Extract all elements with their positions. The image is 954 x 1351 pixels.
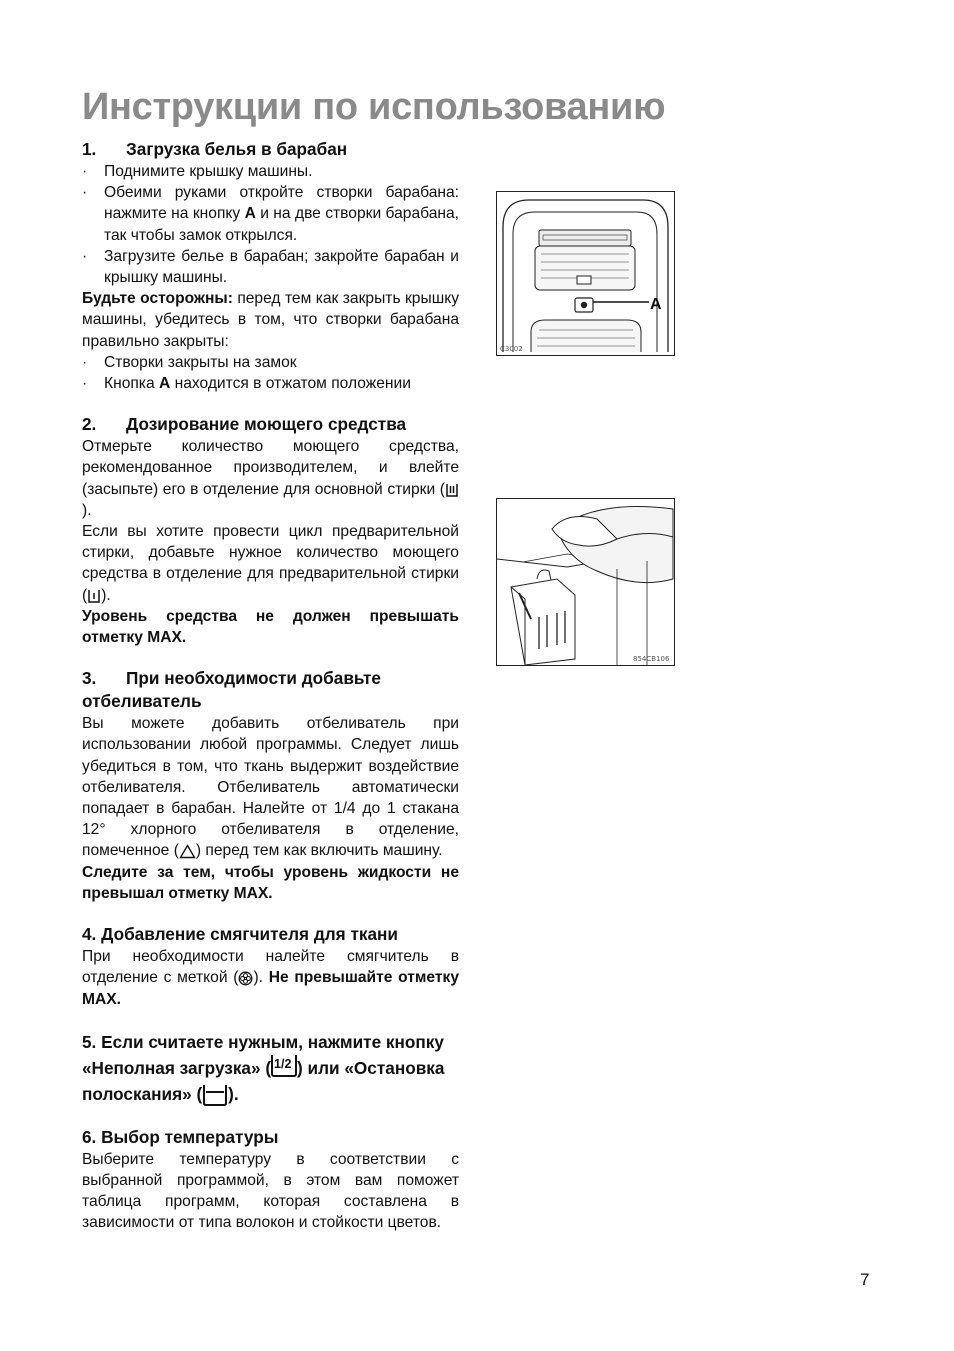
section-4-heading: 4. Добавление смягчителя для ткани <box>82 924 398 945</box>
figure-code: C3002 <box>500 345 523 353</box>
paragraph: Отмерьте количество моющего средства, рекомендованное производителем, и влейте (засыпьте) его в отделение для основной стирки (). <box>82 438 459 519</box>
paragraph: Если вы хотите провести цикл предварительной стирки, добавьте нужное количество моющего средства в отделение для предварительной стирки ( ). <box>82 523 459 604</box>
list-item: · Обеими руками откройте створки барабана: нажмите на кнопку A и на две створки барабана, так чтобы замок открылся. <box>82 182 459 246</box>
list-item: · Створки закрыты на замок <box>82 352 459 373</box>
section-6-heading: 6. Выбор температуры <box>82 1126 279 1147</box>
list-item: · Загрузите белье в барабан; закройте барабан и крышку машины. <box>82 246 459 288</box>
paragraph: Вы можете добавить отбеливатель при использовании любой программы. Следует лишь убедиться в том, что ткань выдержит воздействие отбеливателя. Отбеливатель автоматически попадает в барабан. Налейте от 1/4 до 1 стакана 12° хлорного отбеливателя в отделение, помеченное ( ) перед тем как включить машину. <box>82 715 459 860</box>
section-3-heading: 3. При необходимости добавьте отбеливатель <box>82 668 381 712</box>
prewash-icon <box>87 588 101 604</box>
button-a-label: A <box>650 296 662 313</box>
list-item: · Поднимите крышку машины. <box>82 161 459 182</box>
drum-illustration <box>496 191 675 356</box>
paragraph: При необходимости налейте смягчитель в отделение с меткой ( ). Не превышайте отметку MAX. <box>82 948 460 1008</box>
page-title: Инструкции по использованию <box>82 86 666 128</box>
section-5-heading: 5. Если считаете нужным, нажмите кнопку «Неполная загрузка» ( 1/2 ) или «Остановка полоскания» ( ). <box>82 1029 459 1107</box>
instructions-column <box>82 138 459 1234</box>
main-wash-icon <box>445 482 459 498</box>
paragraph: Выберите температуру в соответствии с выбранной программой, в этом вам поможет таблица программ, которая составлена в зависимости от типа волокон и стойкости цветов. <box>82 1150 459 1232</box>
section-2-heading: 2. Дозирование моющего средства <box>82 414 407 435</box>
page-number: 7 <box>860 1270 870 1289</box>
dispenser-illustration <box>496 498 675 666</box>
figure-code: 854CB106 <box>633 655 670 663</box>
half-load-icon: 1/2 <box>271 1055 297 1077</box>
bold-note: Уровень средства не должен превышать отметку MAX. <box>82 607 459 647</box>
bleach-triangle-icon <box>179 844 196 859</box>
softener-flower-icon <box>238 971 253 986</box>
rinse-hold-icon <box>202 1084 228 1106</box>
warning-text: Будьте осторожны: перед тем как закрыть крышку машины, убедитесь в том, что створки барабана правильно закрыты: <box>82 290 459 350</box>
list-item: · Кнопка A находится в отжатом положении <box>82 373 459 394</box>
bold-note: Следите за тем, чтобы уровень жидкости не превышал отметку MAX. <box>82 863 459 902</box>
section-1-heading: 1. Загрузка белья в барабан <box>82 139 348 159</box>
